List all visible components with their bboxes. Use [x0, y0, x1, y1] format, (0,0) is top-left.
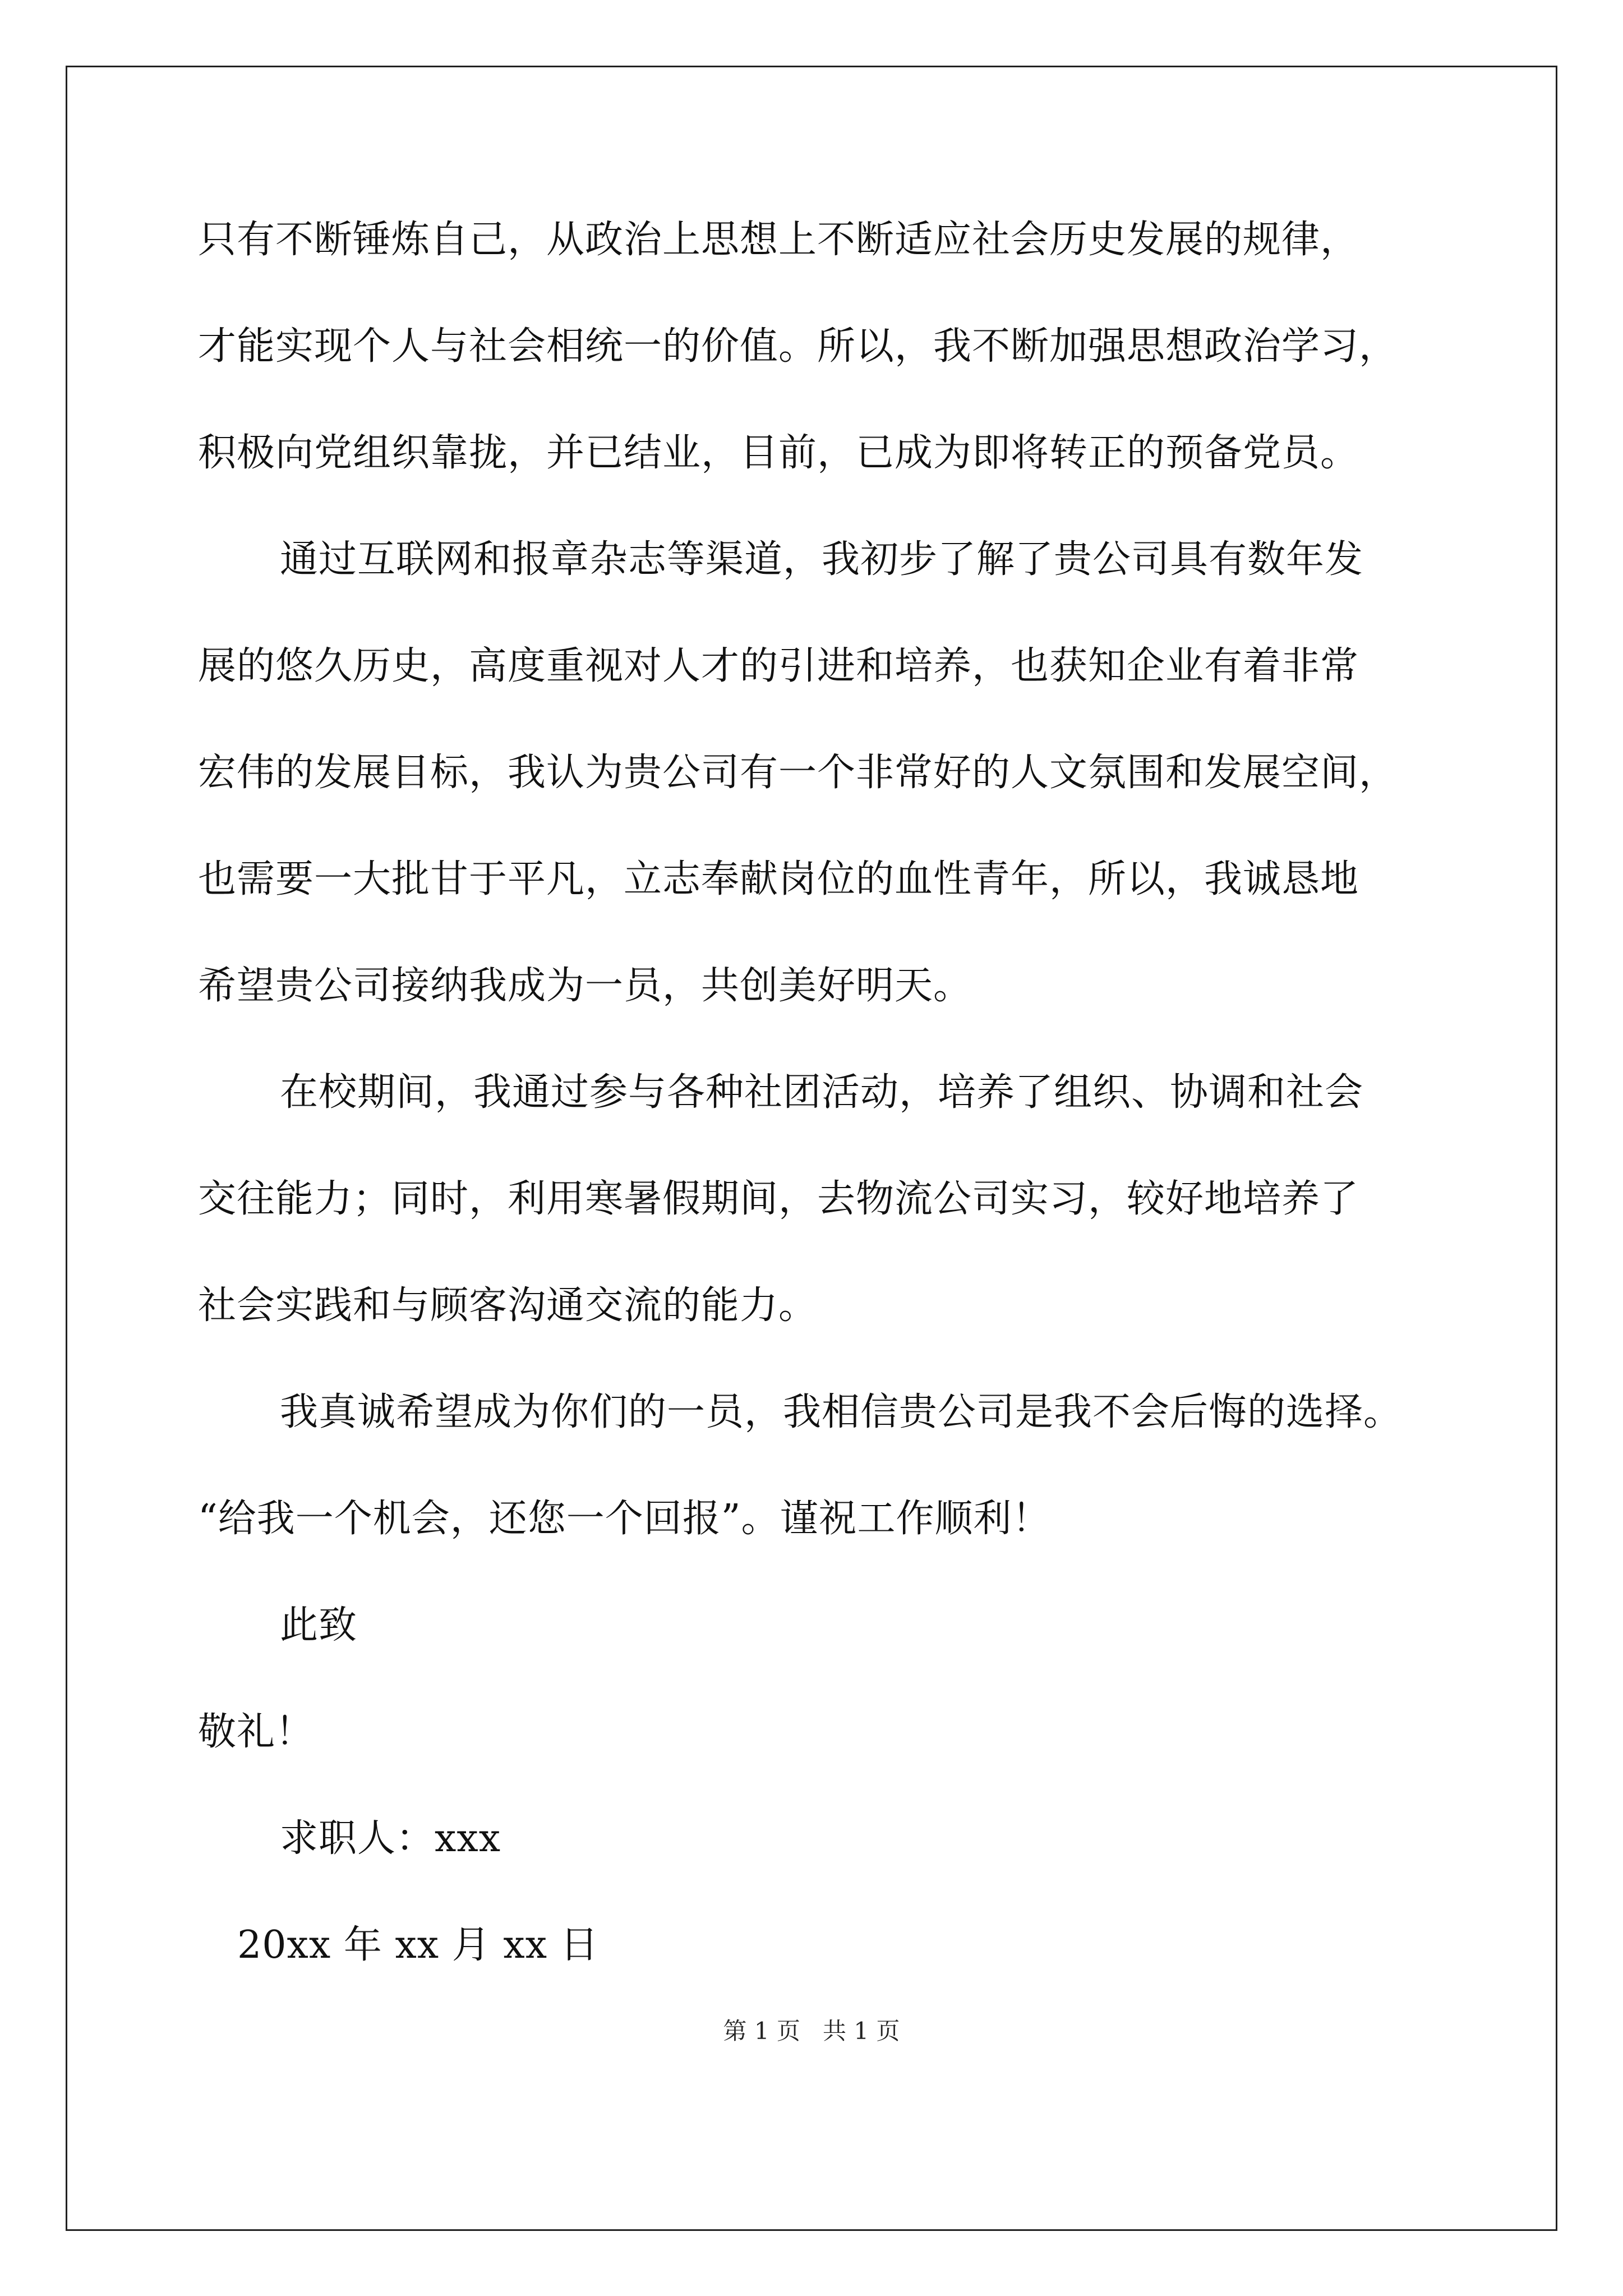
paragraph-4-line-1: 我真诚希望成为你们的一员，我相信贵公司是我不会后悔的选择。 [280, 1390, 1403, 1434]
paragraph-2-line-1: 通过互联网和报章杂志等渠道，我初步了解了贵公司具有数年发 [280, 537, 1364, 582]
applicant-signature: 求职人：xxx [280, 1816, 501, 1861]
body-line-2: 才能实现个人与社会相统一的价值。所以，我不断加强思想政治学习， [198, 324, 1398, 369]
page-frame [66, 66, 1557, 2231]
paragraph-4-line-2: “给我一个机会，还您一个回报”。谨祝工作顺利！ [198, 1497, 1051, 1541]
closing-salutation: 此致 [280, 1603, 358, 1648]
paragraph-3-line-3: 社会实践和与顾客沟通交流的能力。 [198, 1283, 818, 1328]
paragraph-2-line-3: 宏伟的发展目标，我认为贵公司有一个非常好的人文氛围和发展空间， [198, 751, 1398, 795]
paragraph-2-line-4: 也需要一大批甘于平凡，立志奉献岗位的血性青年，所以，我诚恳地 [198, 857, 1359, 901]
letter-date: 20xx 年 xx 月 xx 日 [237, 1923, 599, 1967]
body-line-1: 只有不断锤炼自己，从政治上思想上不断适应社会历史发展的规律， [198, 218, 1359, 262]
page-footer [0, 2017, 1623, 2045]
paragraph-2-line-2: 展的悠久历史，高度重视对人才的引进和培养，也获知企业有着非常 [198, 644, 1359, 688]
closing-regards: 敬礼！ [198, 1710, 315, 1754]
paragraph-3-line-1: 在校期间，我通过参与各种社团活动，培养了组织、协调和社会 [280, 1070, 1364, 1115]
page-number: 第 1 页 共 1 页 [723, 2017, 900, 2045]
paragraph-2-line-5: 希望贵公司接纳我成为一员，共创美好明天。 [198, 964, 972, 1008]
paragraph-3-line-2: 交往能力；同时，利用寒暑假期间，去物流公司实习，较好地培养了 [198, 1177, 1359, 1221]
body-line-3: 积极向党组织靠拢，并已结业，目前，已成为即将转正的预备党员。 [198, 431, 1359, 475]
